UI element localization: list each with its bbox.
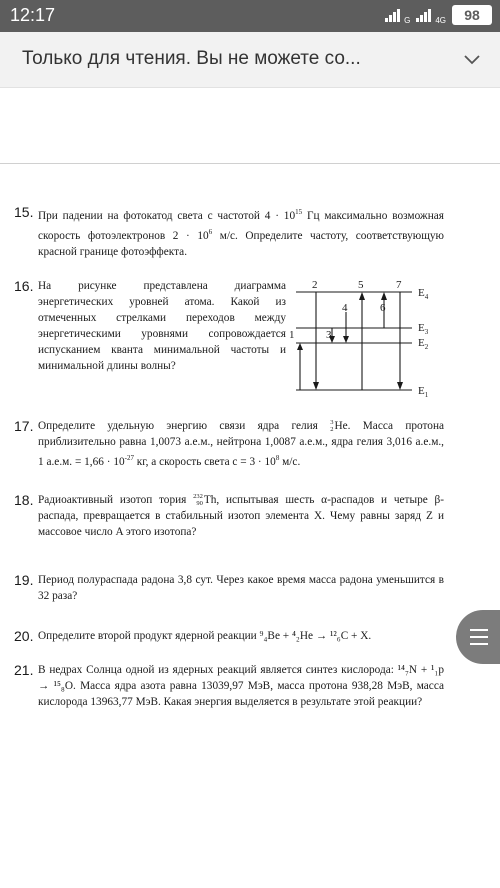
status-time: 12:17 (10, 5, 56, 25)
task-text: Определите второй продукт ядерной реакции ⁹₄Be + ⁴₂He → ¹²₆C + X. (38, 630, 372, 642)
level-e3-label: $E_3$ (418, 322, 429, 336)
page-separator (0, 163, 500, 164)
task-number: 18. (14, 492, 34, 508)
grip-line-icon (470, 636, 488, 638)
battery-icon: 98 (452, 5, 492, 25)
signal-icon (385, 8, 401, 22)
task-number: 15. (14, 204, 34, 220)
task-19 (14, 572, 444, 604)
nuclear-reaction: ¹⁴₇N + ¹₁p → ¹⁵₈O. (38, 664, 444, 692)
status-bar (0, 0, 500, 32)
arrow-7-label: 7 (396, 279, 402, 291)
nuclear-reaction: ⁹₄Be + ⁴₂He → ¹²₆C + X. (259, 630, 372, 642)
task-text: Радиоактивный изотоп тория 232 90 Th , испытывая шесть α-распадов и четыре β-распада, превращается в стабильный изотоп элемента X. Чему равны заряд Z и массовое число A этого изотопа? (38, 493, 444, 539)
task-17 (14, 418, 444, 470)
task-number: 16. (14, 278, 34, 294)
arrow-6-label: 6 (380, 302, 386, 314)
arrow-2-label: 2 (312, 279, 318, 291)
document-title: Только для чтения. Вы не можете со... (22, 48, 361, 69)
arrow-3-label: 3 (326, 329, 332, 341)
grip-line-icon (470, 643, 488, 645)
status-icons (385, 5, 492, 25)
task-18 (14, 492, 444, 540)
task-16 (14, 278, 286, 374)
task-number: 17. (14, 418, 34, 434)
network-type-2: 4G (435, 16, 446, 25)
task-number: 20. (14, 628, 34, 644)
grip-line-icon (470, 629, 488, 631)
arrow-5-label: 5 (358, 279, 364, 291)
task-text: Период полураспада радона 3,8 сут. Через какое время масса радона уменьшится в 32 раза? (38, 574, 444, 602)
task-text: В недрах Солнца одной из ядерных реакций является синтез кислорода: ¹⁴₇N + ¹₁p → ¹⁵₈O. Масса ядра азота равна 13039,97 МэВ, масса протона 938,28 МэВ, масса кислорода 13963,77 МэВ. Какая энергия выделяется в результате этой реакции? (38, 664, 444, 708)
task-20 (14, 628, 444, 644)
thorium-nuclide: 232 90 Th (193, 493, 217, 508)
network-type-1: G (404, 16, 411, 25)
task-number: 19. (14, 572, 34, 588)
signal-icon-2 (416, 8, 432, 22)
level-e2-label: $E_2$ (418, 337, 429, 351)
arrow-4-label: 4 (342, 302, 348, 314)
chevron-down-icon[interactable] (462, 50, 482, 70)
task-text: Определите удельную энергию связи ядра гелия 3 2 He . Масса протона приблизительно равна 1,0073 а.е.м., нейтрона 1,0087 а.е.м., ядра гелия 3,016 а.е.м., 1 а.е.м. = $1,66 \cdot 10^{-27}$ кг, а скорость света $c = 3 \cdot 10^8$ м/с. (38, 419, 445, 469)
document-page (0, 88, 500, 888)
task-21 (14, 662, 444, 710)
level-e4-label: $E_4$ (418, 287, 429, 301)
app-bar (0, 32, 500, 88)
task-text: На рисунке представлена диаграмма энергетических уровней атома. Какой из отмеченных стрелками переходов между энергетическими уровнями сопровождается испусканием кванта минимальной частоты и минимальной длины волны? (38, 280, 286, 372)
arrow-1-label: 1 (289, 329, 295, 341)
energy-level-diagram (286, 278, 446, 426)
task-text: При падении на фотокатод света с частотой $4 \cdot 10^{15}$ Гц максимально возможная скорость фотоэлектронов $2 \cdot 10^6$ м/с. Определите частоту, соответствующую красной границе фотоэффекта. (38, 208, 444, 258)
task-15 (14, 204, 444, 260)
level-e1-label: $E_1$ (418, 385, 429, 399)
task-number: 21. (14, 662, 34, 678)
helium-nuclide: 3 2 He (330, 419, 348, 434)
